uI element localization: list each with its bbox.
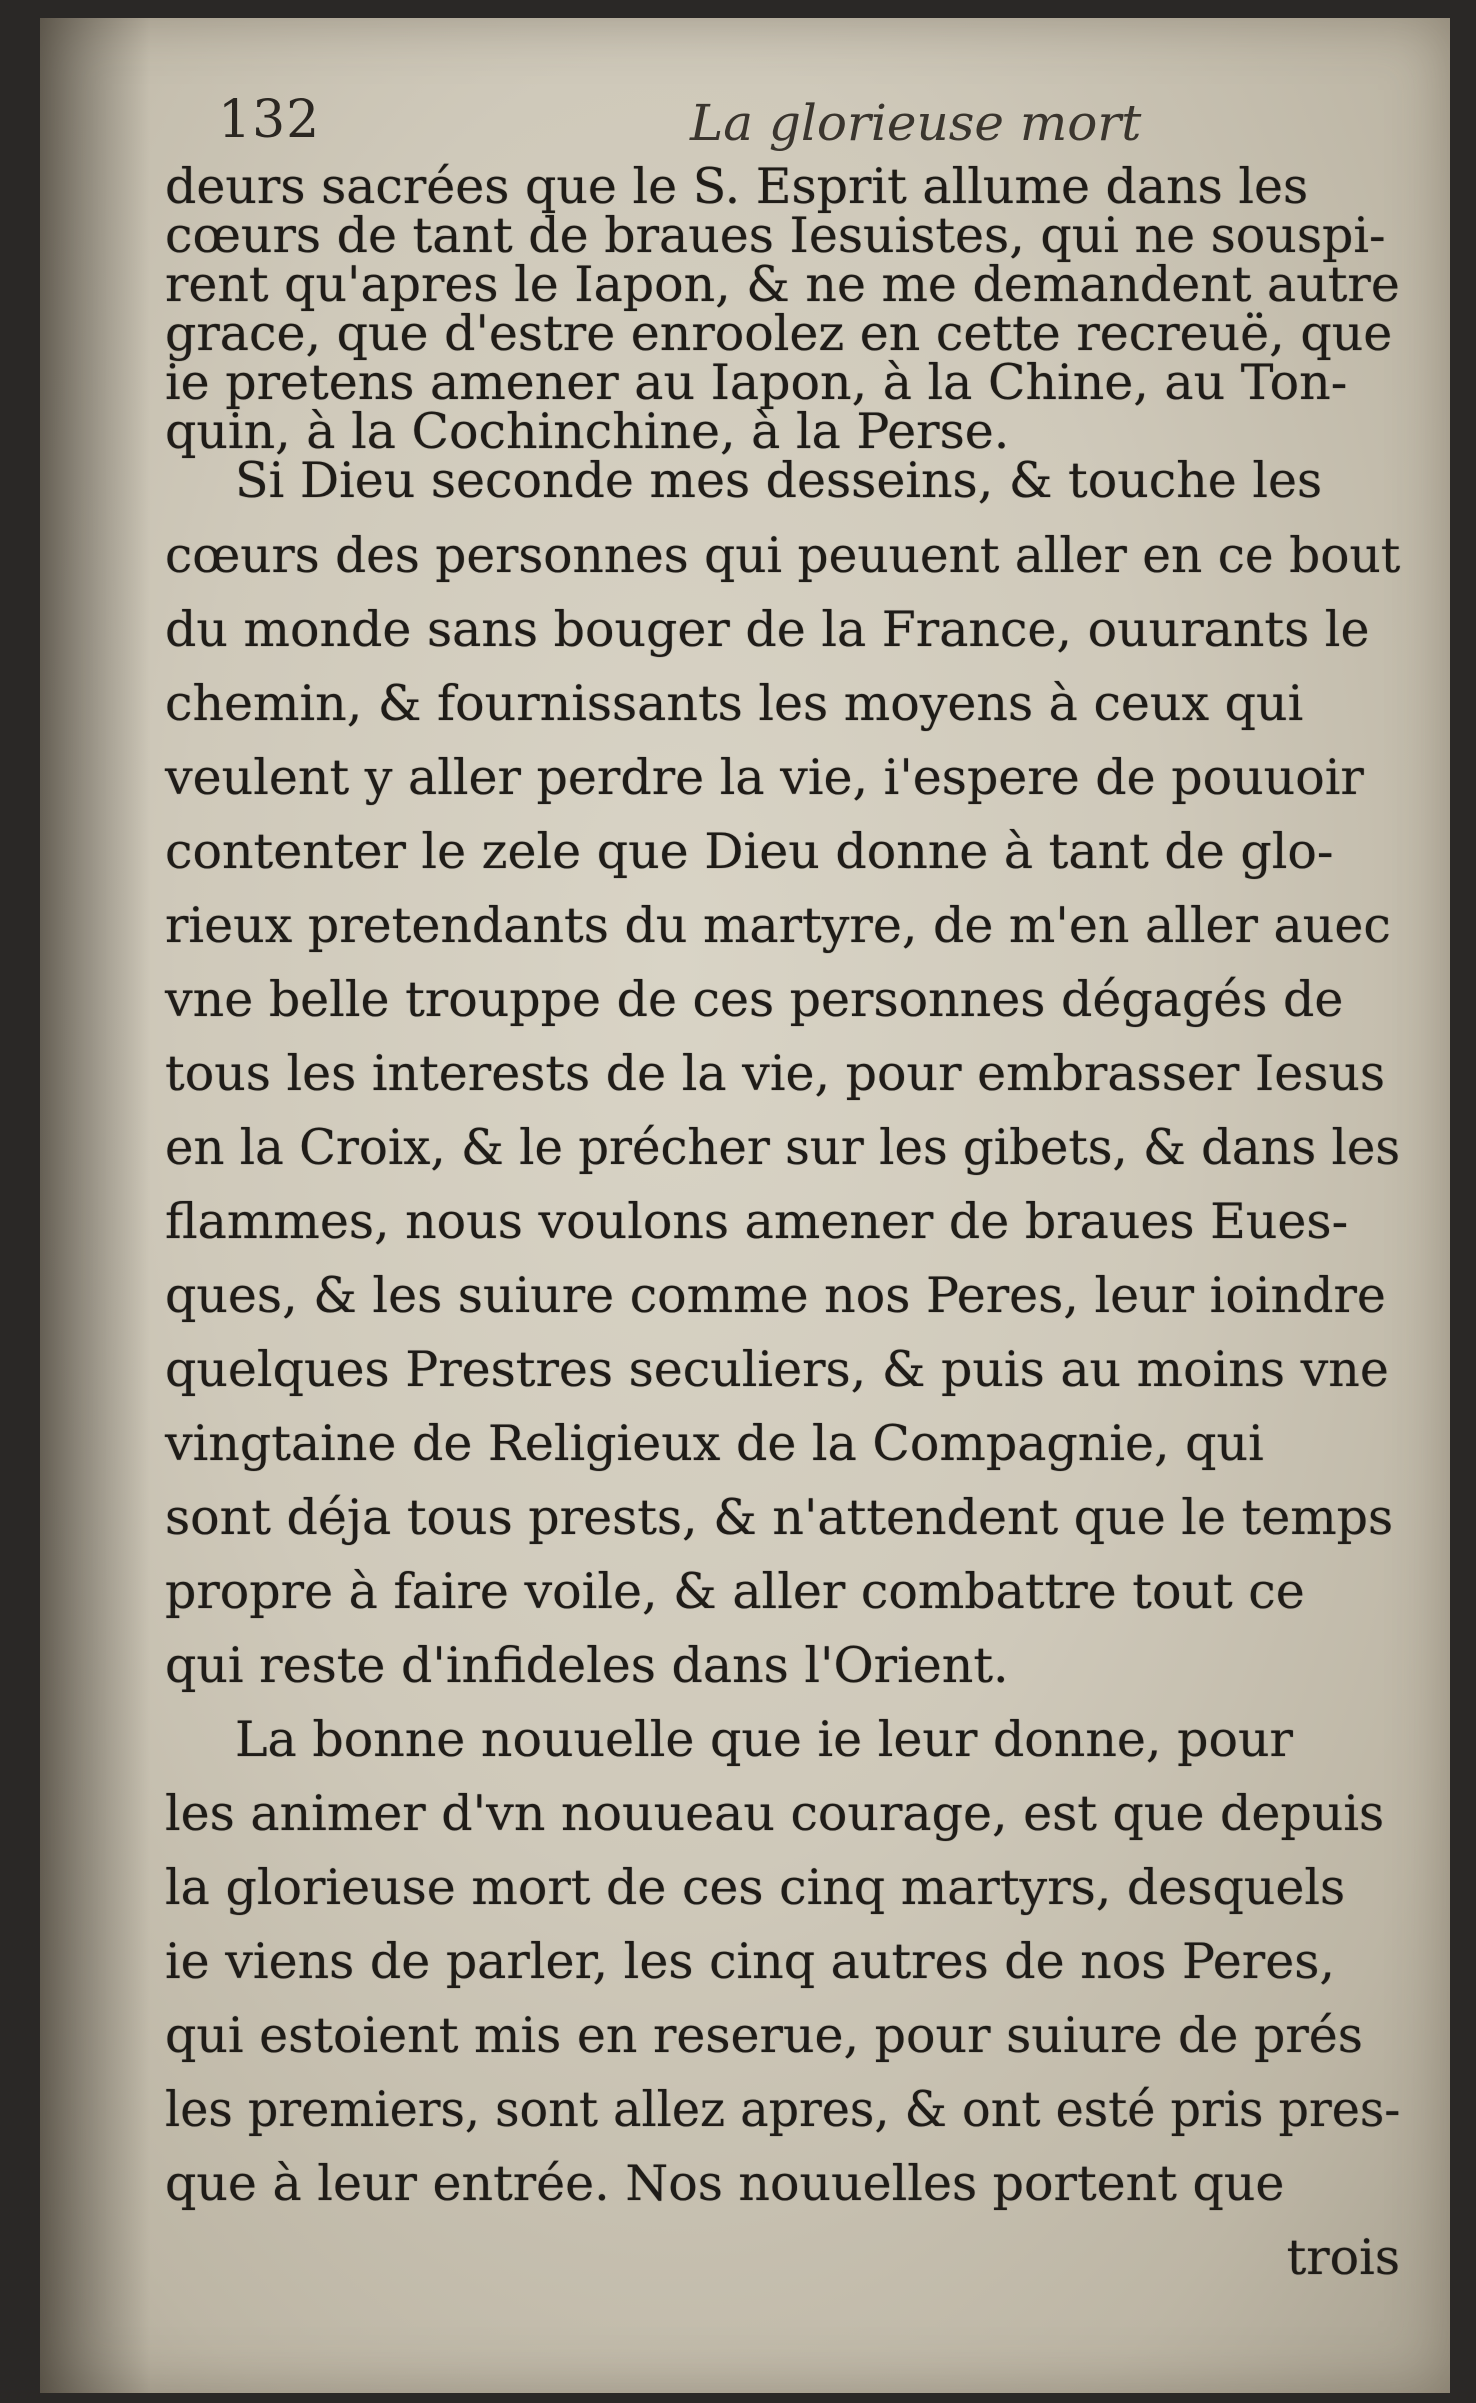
text-line: ie viens de parler, les cinq autres de nos Peres, (165, 1933, 1335, 1990)
paragraph-start: Si Dieu seconde mes desseins, & touche les (235, 452, 1323, 509)
text-line: tous les interests de la vie, pour embrasser Iesus (165, 1045, 1386, 1102)
text-line: grace, que d'estre enroolez en cette recreuë, que (165, 305, 1393, 362)
text-line: propre à faire voile, & aller combattre tout ce (165, 1563, 1305, 1620)
catchword: trois (1286, 2229, 1400, 2286)
text-line: les animer d'vn nouueau courage, est que depuis (165, 1785, 1385, 1842)
body-text (165, 158, 1400, 2368)
text-line: du monde sans bouger de la France, ouurants le (165, 601, 1370, 658)
text-line: rent qu'apres le Iapon, & ne me demandent autre (165, 256, 1400, 313)
page-number: 132 (218, 90, 321, 150)
text-line: ques, & les suiure comme nos Peres, leur ioindre (165, 1267, 1386, 1324)
text-line: que à leur entrée. Nos nouuelles portent que (165, 2155, 1285, 2212)
text-line: les premiers, sont allez apres, & ont esté pris pres- (165, 2081, 1401, 2138)
text-line: quin, à la Cochinchine, à la Perse. (165, 403, 1010, 460)
running-title: La glorieuse mort (690, 94, 1142, 152)
text-line: la glorieuse mort de ces cinq martyrs, desquels (165, 1859, 1346, 1916)
text-line: vne belle trouppe de ces personnes dégagés de (165, 971, 1344, 1028)
page-header (170, 90, 1350, 160)
text-line: ie pretens amener au Iapon, à la Chine, au Ton- (165, 354, 1348, 411)
text-line: sont déja tous prests, & n'attendent que le temps (165, 1489, 1394, 1546)
text-line: contenter le zele que Dieu donne à tant de glo- (165, 823, 1334, 880)
text-line: vingtaine de Religieux de la Compagnie, qui (165, 1415, 1264, 1472)
text-line: qui reste d'infideles dans l'Orient. (165, 1637, 1009, 1694)
paragraph-start: La bonne nouuelle que ie leur donne, pour (235, 1711, 1293, 1768)
text-line: qui estoient mis en reserue, pour suiure de prés (165, 2007, 1363, 2064)
text-line: quelques Prestres seculiers, & puis au moins vne (165, 1341, 1389, 1398)
spine-shadow (40, 18, 150, 2393)
text-line: chemin, & fournissants les moyens à ceux qui (165, 675, 1304, 732)
text-line: cœurs de tant de braues Iesuistes, qui ne souspi- (165, 207, 1386, 264)
text-line: cœurs des personnes qui peuuent aller en ce bout (165, 527, 1401, 584)
text-line: flammes, nous voulons amener de braues Eues- (165, 1193, 1349, 1250)
text-line: deurs sacrées que le S. Esprit allume dans les (165, 158, 1309, 215)
text-line: en la Croix, & le précher sur les gibets, & dans les (165, 1119, 1401, 1176)
book-page (40, 18, 1450, 2393)
text-line: veulent y aller perdre la vie, i'espere de pouuoir (165, 749, 1364, 806)
text-line: rieux pretendants du martyre, de m'en aller auec (165, 897, 1391, 954)
